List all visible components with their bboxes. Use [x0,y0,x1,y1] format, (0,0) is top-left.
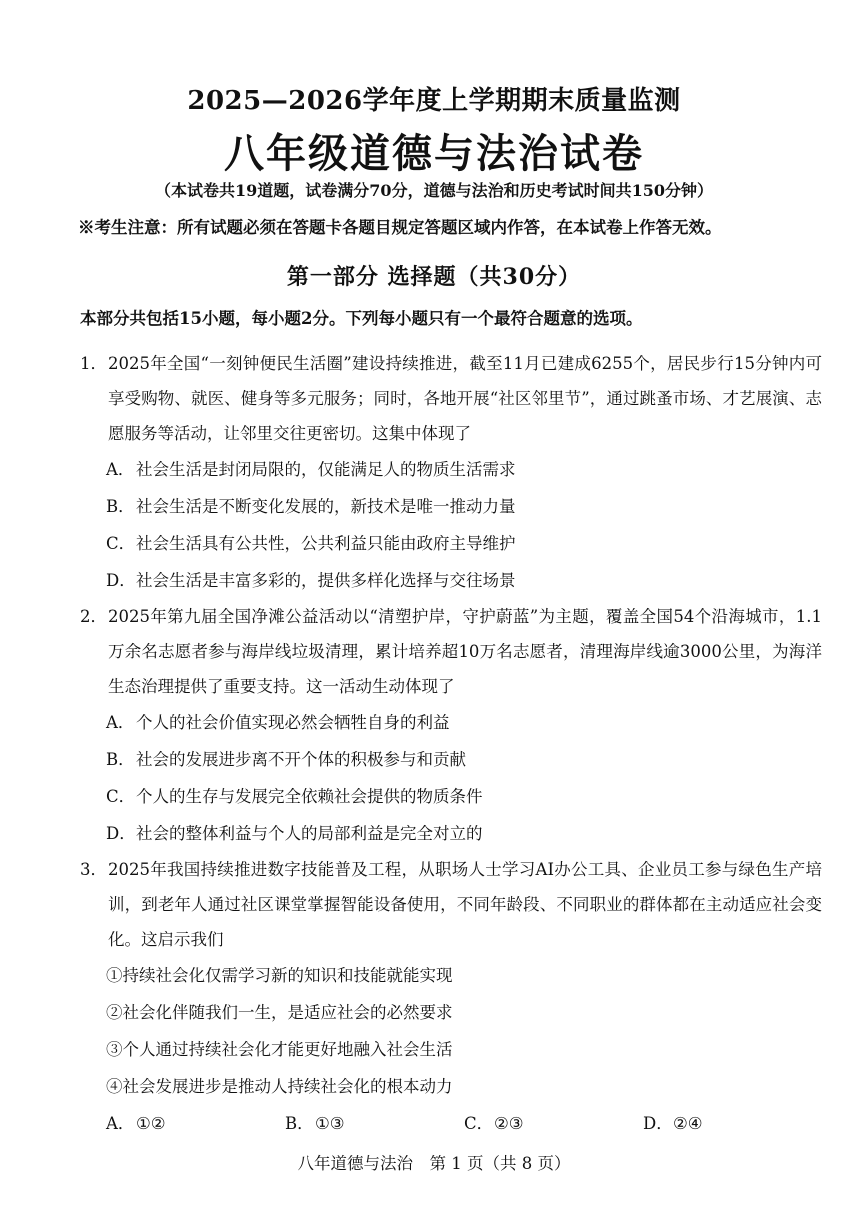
question-number: 1． [80,354,107,373]
question-text: 2025年我国持续推进数字技能普及工程，从职场人士学习AI办公工具、企业员工参与绿色生产培训，到老年人通过社区课堂掌握智能设备使用，不同年龄段、不同职业的群体都在主动适应社会变化。这启示我们 [108,860,822,949]
question-number: 2． [80,607,107,626]
option-text: ①③ [315,1114,345,1133]
question-stem [80,599,822,704]
option-text: 社会的发展进步离不开个体的积极参与和贡献 [136,750,466,769]
option-a [106,1105,285,1142]
option-text: 社会的整体利益与个人的局部利益是完全对立的 [136,824,483,843]
question-2 [80,599,822,852]
option-a [80,451,822,488]
exam-info: （本试卷共19道题，试卷满分70分，道德与法治和历史考试时间共150分钟） [155,181,713,200]
option-letter: A． [106,713,135,732]
option-b [80,741,822,778]
option-c [80,778,822,815]
question-number: 3． [80,860,107,879]
question-list [80,346,822,1142]
option-text: 社会生活是丰富多彩的，提供多样化选择与交往场景 [136,571,516,590]
statement-3: ③个人通过持续社会化才能更好地融入社会生活 [106,1040,453,1059]
option-c [80,525,822,562]
option-text: 社会生活是不断变化发展的，新技术是唯一推动力量 [136,497,516,516]
question-text: 2025年全国“一刻钟便民生活圈”建设持续推进，截至11月已建成6255个，居民步行15分钟内可享受购物、就医、健身等多元服务；同时，各地开展“社区邻里节”，通过跳蚤市场、才艺展演、志愿服务等活动，让邻里交往更密切。这集中体现了 [108,354,822,443]
option-letter: C． [106,787,136,806]
option-letter: C． [106,534,136,553]
option-text: ②④ [673,1114,703,1133]
option-letter: B． [106,497,135,516]
option-d [643,1105,822,1142]
option-row [80,1105,822,1142]
option-letter: D． [643,1114,673,1133]
option-letter: A． [106,1114,135,1133]
option-letter: B． [106,750,135,769]
question-stem [80,346,822,451]
statement-2: ②社会化伴随我们一生，是适应社会的必然要求 [106,1003,453,1022]
exam-title: 八年级道德与法治试卷 [224,130,644,177]
option-a [80,704,822,741]
statement-4: ④社会发展进步是推动人持续社会化的根本动力 [106,1077,453,1096]
option-letter: D． [106,571,136,590]
exam-year-line: 2025—2026学年度上学期期末质量监测 [187,86,681,116]
section-intro: 本部分共包括15小题，每小题2分。下列每小题只有一个最符合题意的选项。 [80,309,643,328]
option-d [80,562,822,599]
option-b [285,1105,464,1142]
option-letter: D． [106,824,136,843]
option-text: ①② [136,1114,166,1133]
option-c [464,1105,643,1142]
question-3 [80,852,822,1142]
question-1 [80,346,822,599]
option-letter: A． [106,460,135,479]
option-text: ②③ [494,1114,524,1133]
page-footer: 八年道德与法治 第 1 页（共 8 页） [297,1154,571,1173]
option-text: 个人的社会价值实现必然会牺牲自身的利益 [136,713,450,732]
statement-1: ①持续社会化仅需学习新的知识和技能就能实现 [106,966,453,985]
option-d [80,815,822,852]
question-stem [80,852,822,957]
option-letter: B． [285,1114,314,1133]
option-b [80,488,822,525]
option-letter: C． [464,1114,494,1133]
candidate-notice: ※考生注意：所有试题必须在答题卡各题目规定答题区域内作答，在本试卷上作答无效。 [78,218,722,237]
option-text: 社会生活是封闭局限的，仅能满足人的物质生活需求 [136,460,516,479]
section-title: 第一部分 选择题（共30分） [286,264,582,290]
option-text: 社会生活具有公共性，公共利益只能由政府主导维护 [136,534,516,553]
option-text: 个人的生存与发展完全依赖社会提供的物质条件 [136,787,483,806]
question-text: 2025年第九届全国净滩公益活动以“清塑护岸，守护蔚蓝”为主题，覆盖全国54个沿海城市，1.1万余名志愿者参与海岸线垃圾清理，累计培养超10万名志愿者，清理海岸线逾3000公里，为海洋生态治理提供了重要支持。这一活动生动体现了 [108,607,822,696]
